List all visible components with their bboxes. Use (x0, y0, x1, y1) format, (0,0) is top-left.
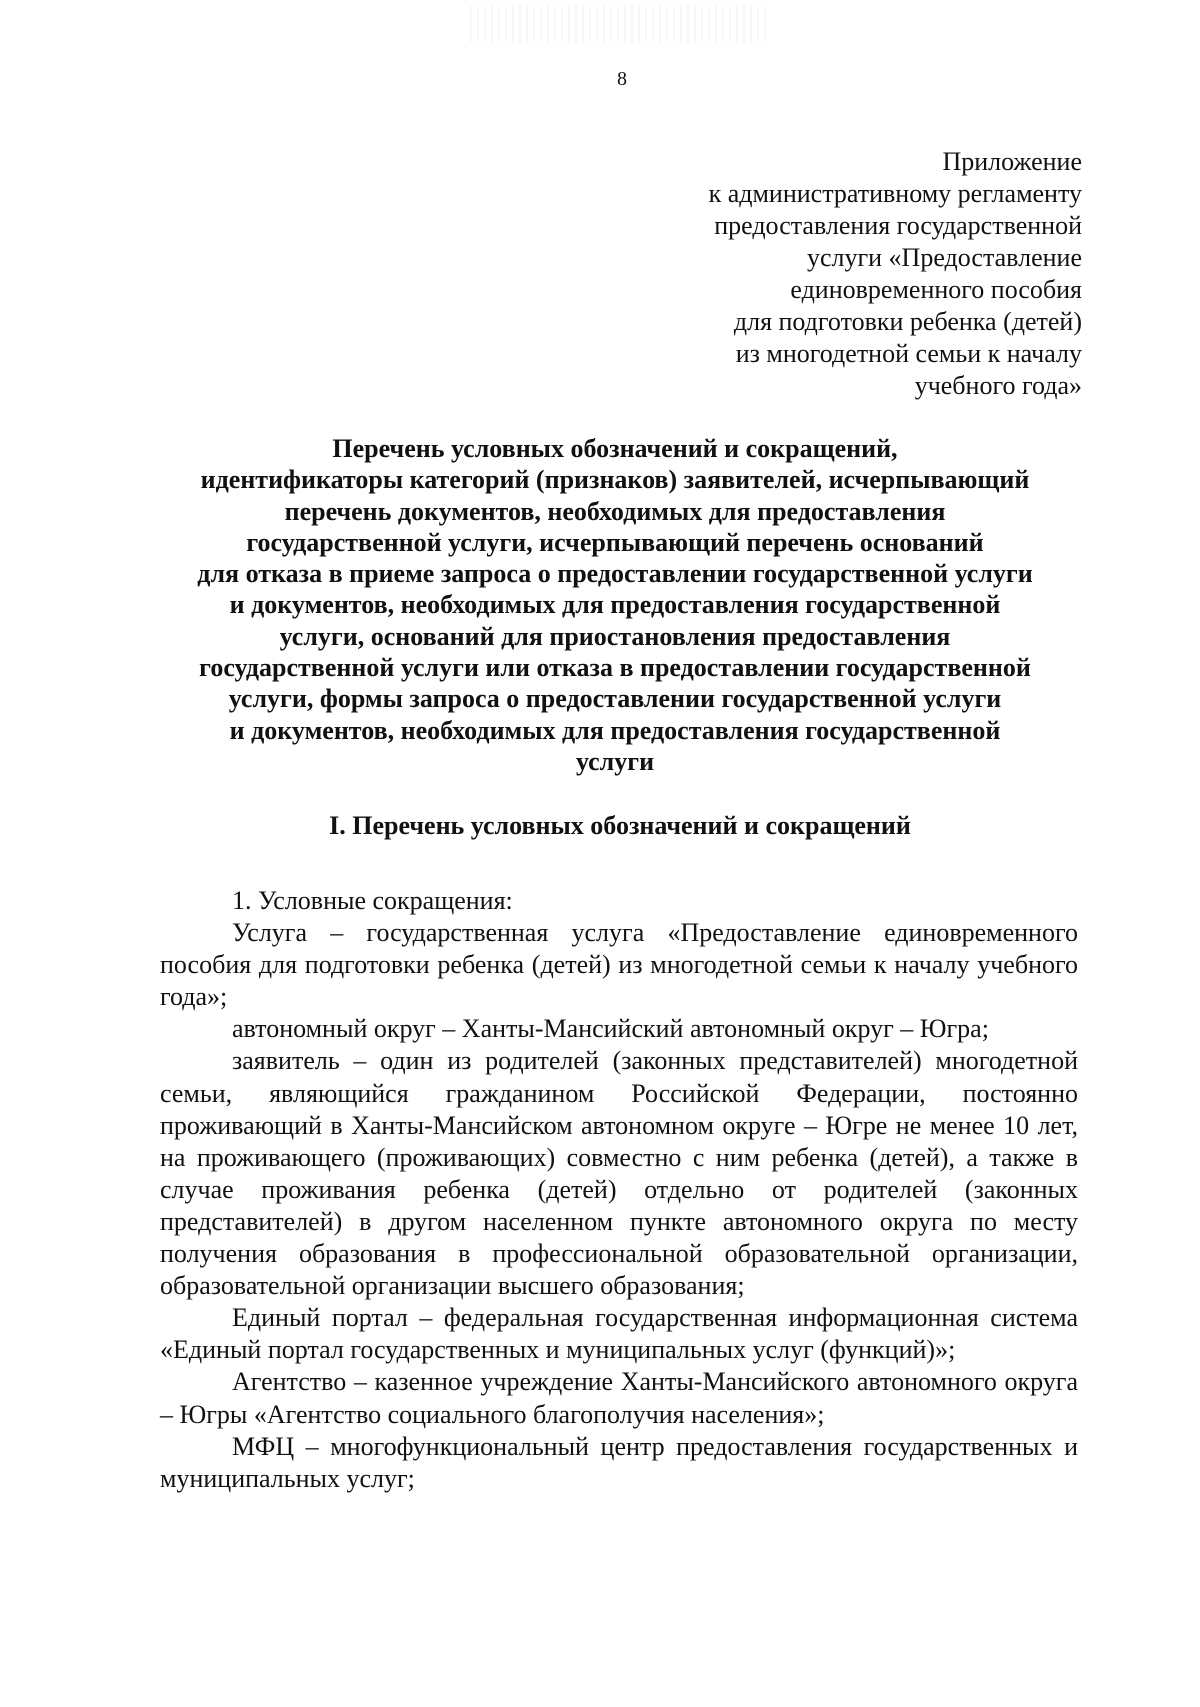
paragraph-agency: Агентство – казенное учреждение Ханты-Мансийского автономного округа – Югры «Агентство социального благополучия населения»; (160, 1367, 1078, 1429)
title-line: государственной услуги, исчерпывающий перечень оснований (246, 527, 984, 557)
title-line: и документов, необходимых для предоставления государственной (229, 590, 1001, 620)
paragraph-unified-portal: Единый портал – федеральная государственная информационная система «Единый портал государственных и муниципальных услуг (функций)»; (160, 1303, 1078, 1365)
appendix-line: Приложение (942, 147, 1082, 176)
appendix-line: услуги «Предоставление (806, 243, 1082, 272)
paragraph-service: Услуга – государственная услуга «Предоставление единовременного пособия для подготовки ребенка (детей) из многодетной семьи к началу учебного года»; (160, 918, 1078, 1012)
title-line: и документов, необходимых для предоставления государственной (229, 715, 1001, 745)
section-heading: I. Перечень условных обозначений и сокращений (329, 811, 911, 840)
title-line: услуги, оснований для приостановления предоставления (279, 621, 951, 651)
appendix-line: к административному регламенту (708, 179, 1082, 208)
document-title (140, 433, 1090, 777)
paragraph-district: автономный округ – Ханты-Мансийский автономный округ – Югра; (232, 1014, 989, 1044)
page-number: 8 (617, 68, 627, 90)
appendix-note (522, 146, 1082, 402)
appendix-line: учебного года» (914, 371, 1082, 400)
appendix-line: предоставления государственной (714, 211, 1082, 240)
body-text (160, 885, 1078, 1495)
title-line: услуги, формы запроса о предоставлении государственной услуги (228, 684, 1002, 714)
paragraph-mfc: МФЦ – многофункциональный центр предоставления государственных и муниципальных услуг; (160, 1431, 1078, 1493)
scan-artifact (470, 6, 770, 42)
appendix-line: единовременного пособия (790, 275, 1082, 304)
paragraph-applicant: заявитель – один из родителей (законных представителей) многодетной семьи, являющийся гражданином Российской Федерации, постоянно проживающий в Ханты-Мансийском автономном округе – Югре не менее 10 лет, на проживающего (проживающих) совместно с ним ребенка (детей), а также в случае проживания ребенка (детей) отдельно от родителей (законных представителей) в другом населенном пункте автономного округа по месту получения образования в профессиональной образовательной организации, образовательной организации высшего образования; (160, 1046, 1078, 1301)
title-line: идентификаторы категорий (признаков) заявителей, исчерпывающий (200, 465, 1030, 495)
title-line: Перечень условных обозначений и сокращений, (332, 434, 898, 463)
paragraph-conventions: 1. Условные сокращения: (232, 886, 513, 915)
title-line: перечень документов, необходимых для предоставления (284, 496, 946, 526)
title-line: для отказа в приеме запроса о предоставлении государственной услуги (197, 559, 1033, 589)
appendix-line: из многодетной семьи к началу (735, 339, 1082, 368)
title-line: государственной услуги или отказа в предоставлении государственной (199, 653, 1031, 683)
appendix-line: для подготовки ребенка (детей) (733, 307, 1082, 336)
title-line: услуги (575, 746, 655, 776)
